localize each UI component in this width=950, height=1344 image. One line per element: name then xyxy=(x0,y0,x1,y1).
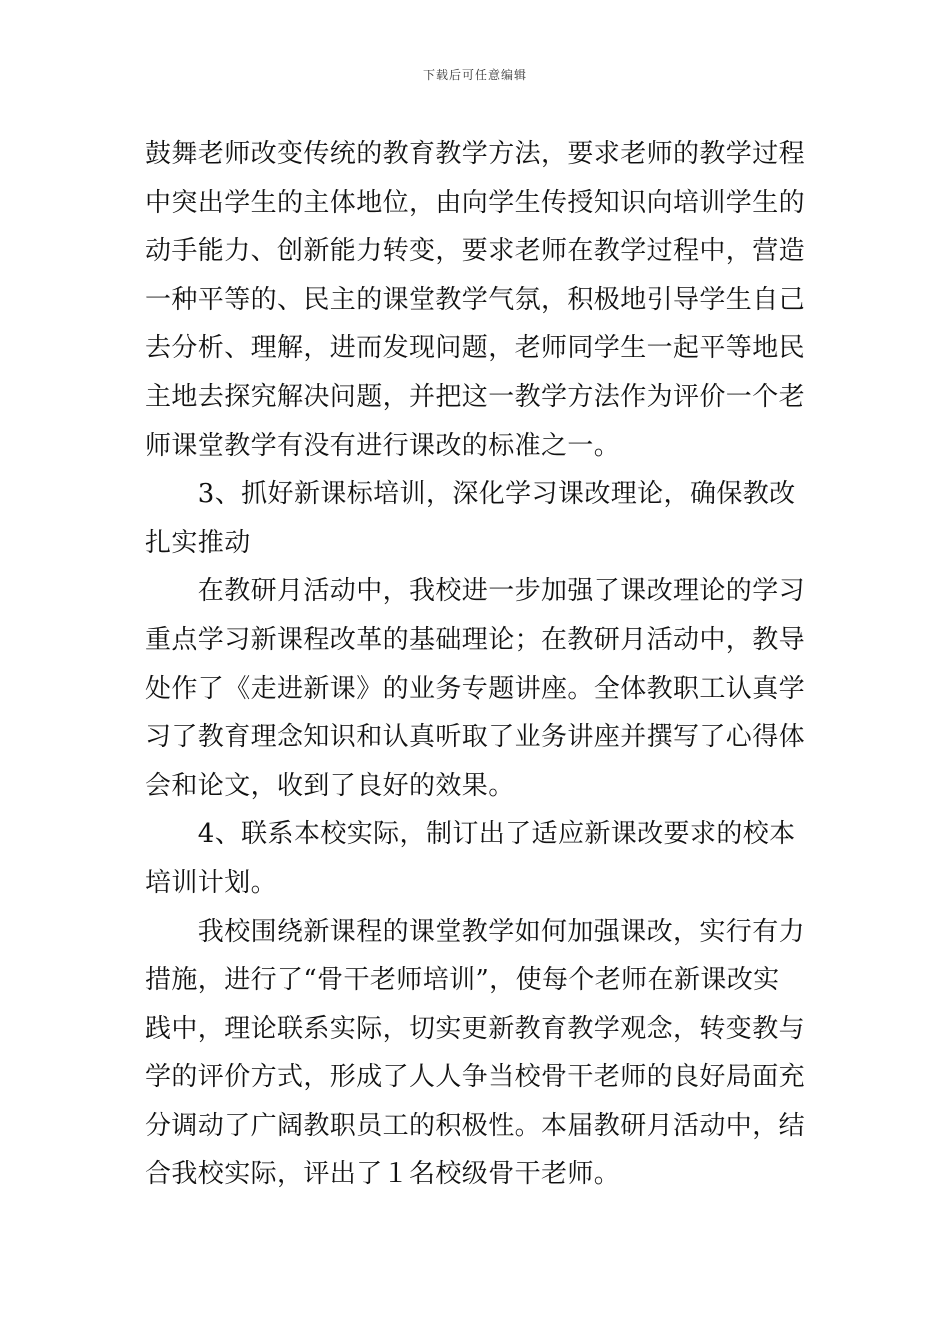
paragraph-3: 在教研月活动中，我校进一步加强了课改理论的学习重点学习新课程改革的基础理论；在教研月活动中，教导处作了《走进新课》的业务专题讲座。全体教职工认真学习了教育理念知识和认真听取了业务讲座并撰写了心得体会和论文，收到了良好的效果。 xyxy=(145,576,806,801)
header-note: 下载后可任意编辑 xyxy=(422,68,527,82)
paragraph-4: 4、联系本校实际，制订出了适应新课改要求的校本培训计划。 xyxy=(145,819,796,898)
paragraph-5: 我校围绕新课程的课堂教学如何加强课改，实行有力措施，进行了“骨干老师培训”，使每个老师在新课改实践中，理论联系实际，切实更新教育教学观念，转变教与学的评价方式，形成了人人争当校骨干老师的良好局面充分调动了广阔教职员工的积极性。本届教研月活动中，结合我校实际，评出了１名校级骨干老师。 xyxy=(145,916,806,1190)
paragraph-1: 鼓舞老师改变传统的教育教学方法，要求老师的教学过程中突出学生的主体地位，由向学生传授知识向培训学生的动手能力、创新能力转变，要求老师在教学过程中，营造一种平等的、民主的课堂教学气氛，积极地引导学生自己去分析、理解，进而发现问题，老师同学生一起平等地民主地去探究解决问题，并把这一教学方法作为评价一个老师课堂教学有没有进行课改的标准之一。 xyxy=(145,139,806,461)
paragraph-2: 3、抓好新课标培训，深化学习课改理论，确保教改扎实推动 xyxy=(145,479,796,558)
document-body xyxy=(145,130,805,1199)
